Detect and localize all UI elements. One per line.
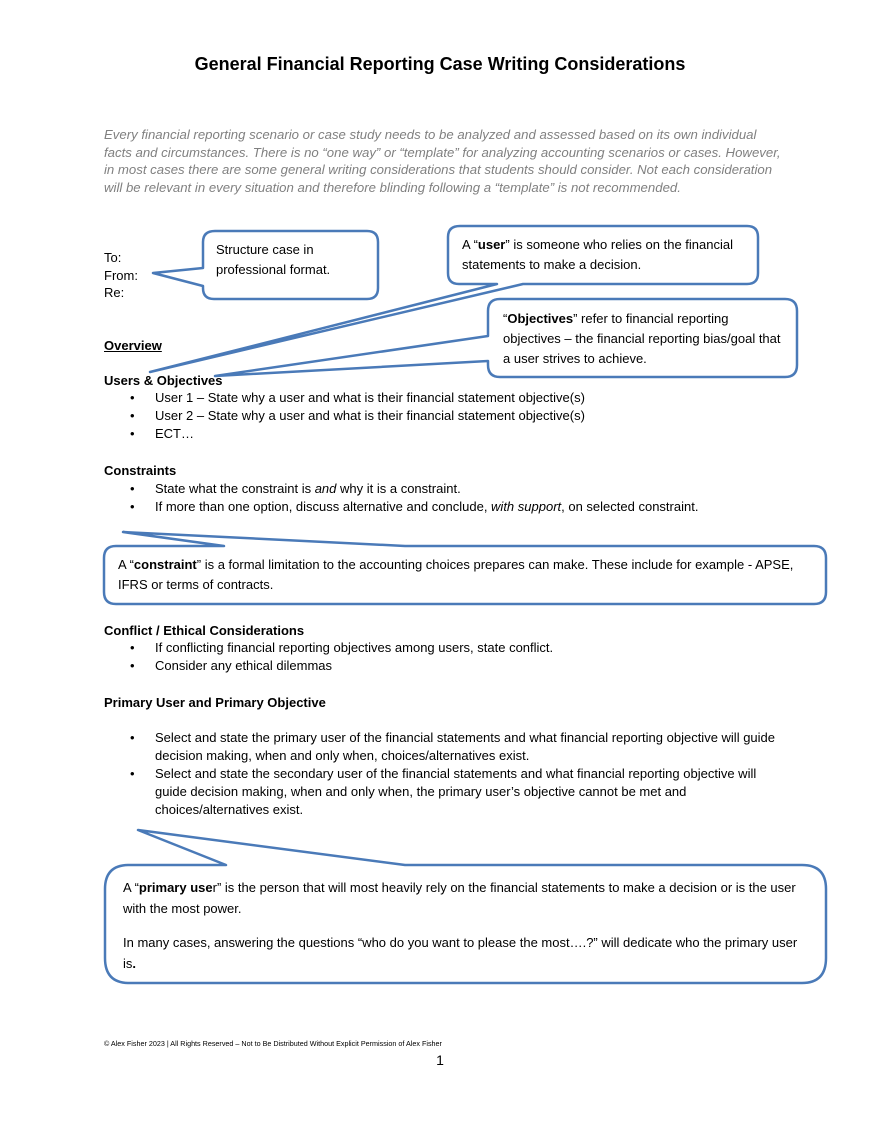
objectives-callout-text: “Objectives” refer to financial reporting objectives – the financial reporting bias/goal that a user strives to achieve. [503,311,781,366]
memo-to: To: [104,250,122,265]
page-title: General Financial Reporting Case Writing Considerations [194,54,686,74]
list-item: • If more than one option, discuss alternative and conclude, with support, on selected constraint. [104,498,804,516]
conflict-list [104,639,804,675]
constraint-term: constraint [133,557,197,572]
users-objectives-list [104,389,804,443]
list-item: • Select and state the primary user of the financial statements and what financial reporting objective will guide decision making, when and only when, choices/alternatives exist. [104,729,784,765]
page-number: 1 [436,1052,444,1068]
user-callout-text: A “user” is someone who relies on the financial statements to make a decision. [462,237,733,272]
list-item: • Select and state the secondary user of the financial statements and what financial reporting objective will guide decision making, when and only when, the primary user’s objective cannot be met and choices/alternatives exist. [104,765,784,819]
user-term: user [477,237,506,252]
list-item: • If conflicting financial reporting objectives among users, state conflict. [104,639,804,657]
primary-user-term: primary use [138,880,213,895]
list-item: • User 2 – State why a user and what is their financial statement objective(s) [104,407,804,425]
users-objectives-heading: Users & Objectives [104,373,223,388]
list-item: • ECT… [104,425,804,443]
constraint-callout-text: A “constraint” is a formal limitation to the accounting choices prepares can make. These include for example - APSE, IFRS or terms of contracts. [118,557,794,592]
list-item: • User 1 – State why a user and what is their financial statement objective(s) [104,389,804,407]
copyright-note: © Alex Fisher 2023 | All Rights Reserved – Not to Be Distributed Without Explicit Permission of Alex Fisher [104,1039,442,1048]
memo-re: Re: [104,285,125,300]
structure-callout-text: Structure case in professional format. [216,242,331,277]
memo-from: From: [104,267,138,283]
memo-block [104,249,138,302]
constraints-list [104,480,804,516]
primary-user-callout-text: A “primary user” is the person that will most heavily rely on the financial statements to make a decision or is the user with the most power. In many cases, answering the questions “who do you want to please the most….?” will dedicate who the primary user is. [123,880,798,971]
list-item: • Consider any ethical dilemmas [104,657,804,675]
conflict-heading: Conflict / Ethical Considerations [104,623,305,638]
list-item: • State what the constraint is and why it is a constraint. [104,480,804,498]
primary-list [104,729,784,819]
objectives-term: Objectives [507,311,574,326]
overview-heading: Overview [104,338,162,353]
constraints-heading: Constraints [104,463,177,478]
intro-paragraph: Every financial reporting scenario or case study needs to be analyzed and assessed based on its own individual facts and circumstances. There is no “one way” or “template” for analyzing accounting scenarios or cases. However, in most cases there are some general writing considerations that students should consider. Not each consideration will be relevant in every situation and therefore blinding following a “template” is not recommended. [104,127,781,195]
primary-heading: Primary User and Primary Objective [104,695,326,710]
